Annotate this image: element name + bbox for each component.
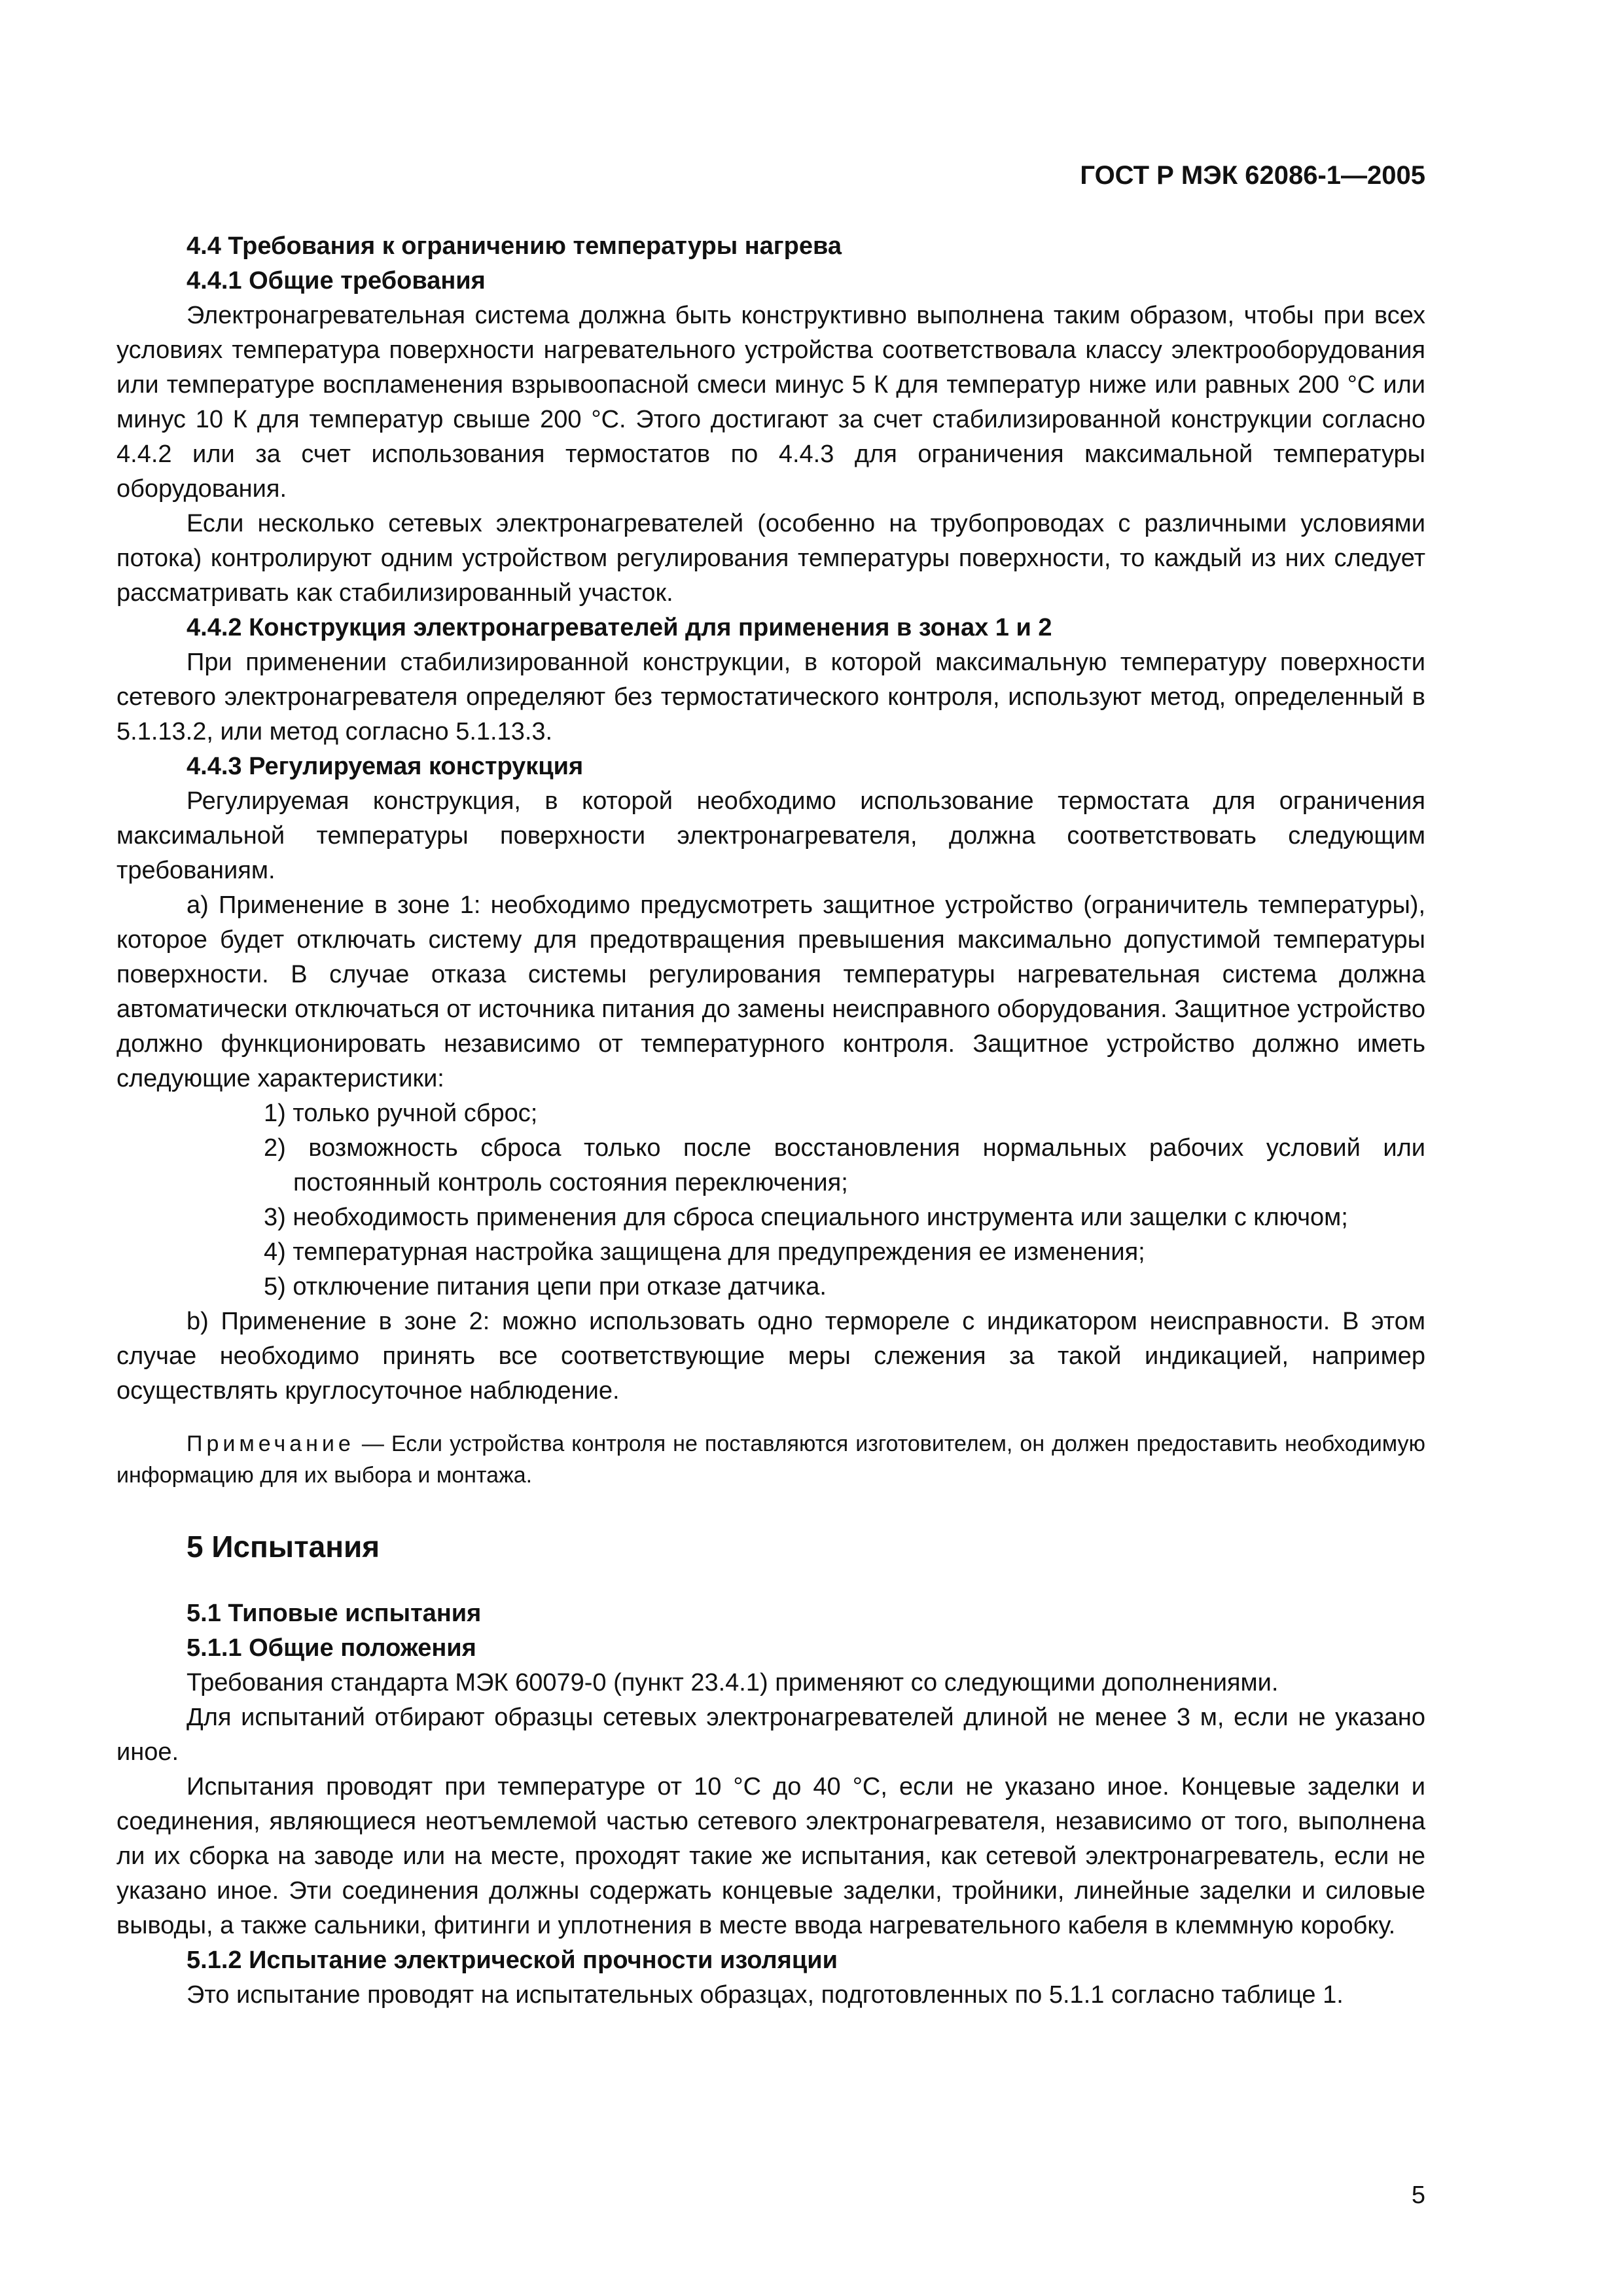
- list-item: 2) возможность сброса только после восстановления нормальных рабочих условий или постоянный контроль состояния переключения;: [264, 1134, 1425, 1196]
- section-heading: 5.1.2 Испытание электрической прочности изоляции: [187, 1946, 838, 1974]
- paragraph: Для испытаний отбирают образцы сетевых электронагревателей длиной не менее 3 м, если не указано иное.: [116, 1704, 1425, 1766]
- list-item: 3) необходимость применения для сброса специального инструмента или защелки с ключом;: [264, 1204, 1348, 1231]
- note: [116, 1428, 1425, 1491]
- page-number: 5: [1411, 2181, 1425, 2209]
- section-heading: 4.4.3 Регулируемая конструкция: [187, 753, 584, 780]
- paragraph: а) Применение в зоне 1: необходимо предусмотреть защитное устройство (ограничитель температуры), которое будет отключать систему для предотвращения превышения максимально допустимой температуры поверхности. В случае отказа системы регулирования температуры нагревательная система должна автоматически отключаться от источника питания до замены неисправного оборудования. Защитное устройство должно функционировать независимо от температурного контроля. Защитное устройство должно иметь следующие характеристики:: [116, 891, 1425, 1092]
- section-heading: 5.1 Типовые испытания: [187, 1600, 482, 1627]
- paragraph: b) Применение в зоне 2: можно использовать одно термореле с индикатором неисправности. В этом случае необходимо принять все соответствующие меры слежения за такой индикацией, например осуществлять круглосуточное наблюдение.: [116, 1308, 1425, 1405]
- section-heading: 4.4 Требования к ограничению температуры нагрева: [187, 232, 842, 260]
- paragraph: Электронагревательная система должна быть конструктивно выполнена таким образом, чтобы при всех условиях температура поверхности нагревательного устройства соответствовала классу электрооборудования или температуре воспламенения взрывоопасной смеси минус 5 К для температур ниже или равных 200 °С или минус 10 К для температур свыше 200 °С. Этого достигают за счет стабилизированной конструкции согласно 4.4.2 или за счет использования термостатов по 4.4.3 для ограничения максимальной температуры оборудования.: [116, 302, 1425, 503]
- standard-number-header: ГОСТ Р МЭК 62086-1—2005: [1080, 161, 1425, 190]
- paragraph: Испытания проводят при температуре от 10 °С до 40 °С, если не указано иное. Концевые заделки и соединения, являющиеся неотъемлемой частью сетевого электронагревателя, независимо от того, выполнена ли их сборка на заводе или на месте, проходят такие же испытания, как сетевой электронагреватель, если не указано иное. Эти соединения должны содержать концевые заделки, тройники, линейные заделки и силовые выводы, а также сальники, фитинги и уплотнения в месте ввода нагревательного кабеля в клеммную коробку.: [116, 1773, 1425, 1939]
- paragraph: Требования стандарта МЭК 60079-0 (пункт 23.4.1) применяют со следующими дополнениями.: [187, 1669, 1279, 1696]
- document-body: [116, 229, 1425, 2013]
- section-heading: 4.4.2 Конструкция электронагревателей для применения в зонах 1 и 2: [187, 614, 1052, 641]
- list-item: 1) только ручной сброс;: [264, 1100, 538, 1127]
- section-heading: 5.1.1 Общие положения: [187, 1634, 476, 1662]
- paragraph: Регулируемая конструкция, в которой необходимо использование термостата для ограничения максимальной температуры поверхности электронагревателя, должна соответствовать следующим требованиям.: [116, 787, 1425, 884]
- note-label: Примечание: [187, 1431, 355, 1456]
- list-item: 4) температурная настройка защищена для предупреждения ее изменения;: [264, 1238, 1145, 1266]
- paragraph: При применении стабилизированной конструкции, в которой максимальную температуру поверхности сетевого электронагревателя определяют без термостатического контроля, используют метод, определенный в 5.1.13.2, или метод согласно 5.1.13.3.: [116, 649, 1425, 745]
- chapter-title: 5 Испытания: [187, 1530, 380, 1564]
- note-text: — Если устройства контроля не поставляются изготовителем, он должен предоставить необходимую информацию для их выбора и монтажа.: [116, 1431, 1425, 1488]
- section-heading: 4.4.1 Общие требования: [187, 267, 486, 295]
- paragraph: Это испытание проводят на испытательных образцах, подготовленных по 5.1.1 согласно таблице 1.: [187, 1981, 1344, 2009]
- list-item: 5) отключение питания цепи при отказе датчика.: [264, 1273, 827, 1300]
- paragraph: Если несколько сетевых электронагревателей (особенно на трубопроводах с различными условиями потока) контролируют одним устройством регулирования температуры поверхности, то каждый из них следует рассматривать как стабилизированный участок.: [116, 510, 1425, 607]
